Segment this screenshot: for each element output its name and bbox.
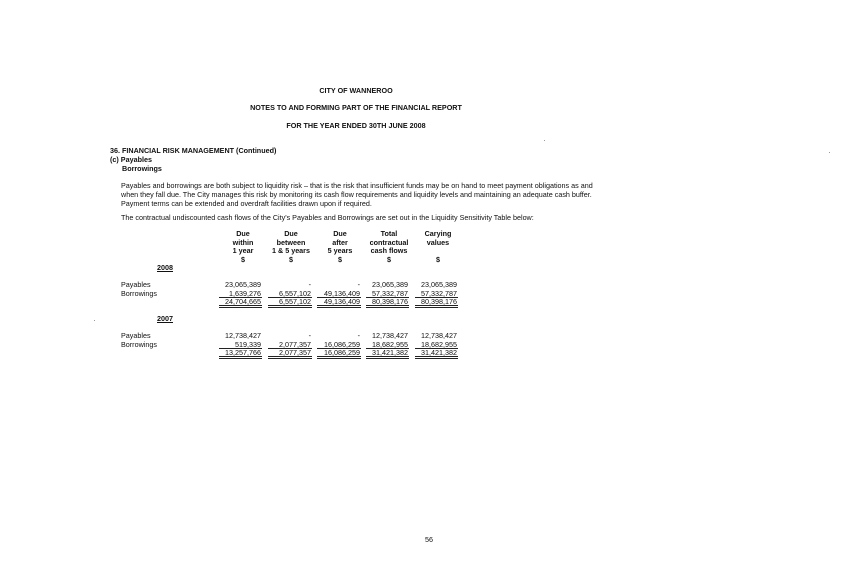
total-double-rule bbox=[366, 305, 409, 308]
cell: 12,738,427 bbox=[372, 331, 408, 340]
row-label-borrowings-2007: Borrowings bbox=[121, 340, 157, 349]
cell: 57,332,787 bbox=[372, 289, 408, 298]
total-cell: 16,086,259 bbox=[324, 348, 360, 357]
total-double-rule bbox=[366, 356, 409, 359]
cell: 2,077,357 bbox=[279, 340, 311, 349]
total-double-rule bbox=[219, 356, 262, 359]
liquidity-paragraph: Payables and borrowings are both subject to liquidity risk – that is the risk that insufficient funds may be on hand to meet payment obligations as and when they fall due. The City manages this risk by monitoring its cash flow requirements and liquidity levels and maintaining an adequate cash buffer. Payment terms can be extended and overdraft facilities drawn upon if required. bbox=[121, 181, 593, 208]
scan-speck bbox=[94, 320, 95, 321]
total-double-rule bbox=[415, 305, 458, 308]
total-double-rule bbox=[415, 356, 458, 359]
table-intro: The contractual undiscounted cash flows of the City's Payables and Borrowings are set out in the Liquidity Sensitivity Table below: bbox=[121, 213, 534, 222]
total-double-rule bbox=[268, 305, 312, 308]
cell: 6,557,102 bbox=[279, 289, 311, 298]
total-cell: 2,077,357 bbox=[279, 348, 311, 357]
scan-speck bbox=[829, 152, 830, 153]
total-double-rule bbox=[317, 356, 361, 359]
total-double-rule bbox=[317, 305, 361, 308]
cell: 18,682,955 bbox=[372, 340, 408, 349]
cell: 16,086,259 bbox=[324, 340, 360, 349]
cell: 1,639,276 bbox=[229, 289, 261, 298]
cell: - bbox=[357, 331, 360, 340]
cell: - bbox=[308, 331, 311, 340]
cell: 519,339 bbox=[235, 340, 261, 349]
cell: 23,065,389 bbox=[372, 280, 408, 289]
cell: 57,332,787 bbox=[421, 289, 457, 298]
subsection-payables: (c) Payables bbox=[110, 155, 152, 164]
subsection-borrowings: Borrowings bbox=[122, 164, 162, 173]
cell: - bbox=[308, 280, 311, 289]
total-cell: 80,398,176 bbox=[372, 297, 408, 306]
cell: 23,065,389 bbox=[225, 280, 261, 289]
total-double-rule bbox=[268, 356, 312, 359]
total-cell: 80,398,176 bbox=[421, 297, 457, 306]
org-title: CITY OF WANNEROO bbox=[319, 86, 393, 95]
year-label-2008: 2008 bbox=[157, 263, 173, 272]
col-header-total-contractual: Total contractual cash flows $ bbox=[369, 229, 409, 264]
year-label-2007: 2007 bbox=[157, 314, 173, 323]
cell: 23,065,389 bbox=[421, 280, 457, 289]
total-cell: 13,257,766 bbox=[225, 348, 261, 357]
section-title: 36. FINANCIAL RISK MANAGEMENT (Continued) bbox=[110, 146, 277, 155]
total-cell: 31,421,382 bbox=[372, 348, 408, 357]
cell: 12,738,427 bbox=[421, 331, 457, 340]
scan-speck bbox=[544, 140, 545, 141]
col-header-within-1-year: Due within 1 year $ bbox=[232, 229, 254, 264]
row-label-borrowings-2008: Borrowings bbox=[121, 289, 157, 298]
cell: 18,682,955 bbox=[421, 340, 457, 349]
row-label-payables-2007: Payables bbox=[121, 331, 151, 340]
period-title: FOR THE YEAR ENDED 30TH JUNE 2008 bbox=[286, 121, 426, 130]
col-header-between-1-5-years: Due between 1 & 5 years $ bbox=[272, 229, 310, 264]
total-double-rule bbox=[219, 305, 262, 308]
page-number: 56 bbox=[425, 535, 433, 544]
notes-title: NOTES TO AND FORMING PART OF THE FINANCIAL REPORT bbox=[250, 103, 462, 112]
row-label-payables-2008: Payables bbox=[121, 280, 151, 289]
total-cell: 31,421,382 bbox=[421, 348, 457, 357]
cell: - bbox=[357, 280, 360, 289]
col-header-after-5-years: Due after 5 years $ bbox=[327, 229, 353, 264]
total-cell: 24,704,665 bbox=[225, 297, 261, 306]
total-cell: 6,557,102 bbox=[279, 297, 311, 306]
cell: 12,738,427 bbox=[225, 331, 261, 340]
total-cell: 49,136,409 bbox=[324, 297, 360, 306]
col-header-carrying-values: Carying values $ bbox=[424, 229, 452, 264]
cell: 49,136,409 bbox=[324, 289, 360, 298]
